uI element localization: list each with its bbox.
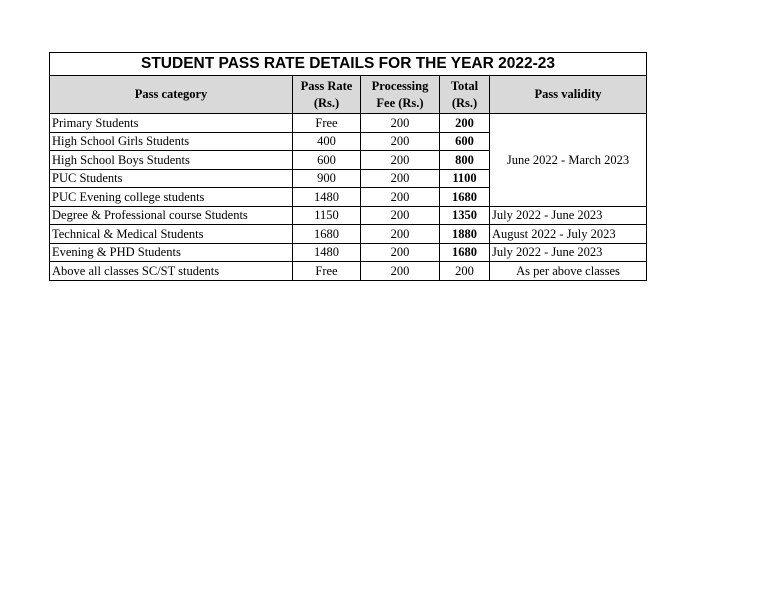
cell-fee: 200: [361, 225, 440, 244]
cell-total: 200: [440, 114, 490, 133]
cell-total: 1100: [440, 169, 490, 188]
header-row: [50, 76, 647, 114]
cell-category: PUC Evening college students: [50, 188, 293, 207]
cell-pass-rate: 1480: [293, 188, 361, 207]
table-row: [50, 206, 647, 225]
table-row: [50, 114, 647, 133]
header-pass-rate: Pass Rate (Rs.): [293, 76, 361, 114]
cell-validity: As per above classes: [490, 262, 647, 281]
cell-total: 1880: [440, 225, 490, 244]
cell-merged-validity: June 2022 - March 2023: [490, 114, 647, 207]
cell-total: 1350: [440, 206, 490, 225]
cell-pass-rate: Free: [293, 114, 361, 133]
cell-pass-rate: 400: [293, 132, 361, 151]
header-total: Total (Rs.): [440, 76, 490, 114]
cell-fee: 200: [361, 206, 440, 225]
cell-fee: 200: [361, 188, 440, 207]
cell-validity: July 2022 - June 2023: [490, 243, 647, 262]
cell-total: 600: [440, 132, 490, 151]
cell-pass-rate: Free: [293, 262, 361, 281]
cell-validity: August 2022 - July 2023: [490, 225, 647, 244]
header-processing-fee: Processing Fee (Rs.): [361, 76, 440, 114]
pass-rate-table: [49, 52, 647, 281]
cell-category: High School Boys Students: [50, 151, 293, 170]
cell-pass-rate: 1680: [293, 225, 361, 244]
cell-pass-rate: 1150: [293, 206, 361, 225]
spreadsheet-area: [49, 52, 647, 281]
cell-category: Technical & Medical Students: [50, 225, 293, 244]
cell-total: 200: [440, 262, 490, 281]
cell-fee: 200: [361, 262, 440, 281]
table-row: [50, 262, 647, 281]
cell-category: High School Girls Students: [50, 132, 293, 151]
cell-fee: 200: [361, 243, 440, 262]
cell-category: Primary Students: [50, 114, 293, 133]
cell-fee: 200: [361, 114, 440, 133]
cell-pass-rate: 1480: [293, 243, 361, 262]
cell-total: 1680: [440, 188, 490, 207]
header-pass-category: Pass category: [50, 76, 293, 114]
cell-total: 800: [440, 151, 490, 170]
cell-category: PUC Students: [50, 169, 293, 188]
table-title: STUDENT PASS RATE DETAILS FOR THE YEAR 2022-23: [50, 53, 647, 76]
cell-category: Degree & Professional course Students: [50, 206, 293, 225]
cell-fee: 200: [361, 169, 440, 188]
cell-category: Evening & PHD Students: [50, 243, 293, 262]
cell-validity: July 2022 - June 2023: [490, 206, 647, 225]
table-row: [50, 243, 647, 262]
cell-pass-rate: 900: [293, 169, 361, 188]
cell-fee: 200: [361, 151, 440, 170]
header-pass-validity: Pass validity: [490, 76, 647, 114]
table-row: [50, 225, 647, 244]
cell-fee: 200: [361, 132, 440, 151]
cell-total: 1680: [440, 243, 490, 262]
cell-category: Above all classes SC/ST students: [50, 262, 293, 281]
cell-pass-rate: 600: [293, 151, 361, 170]
